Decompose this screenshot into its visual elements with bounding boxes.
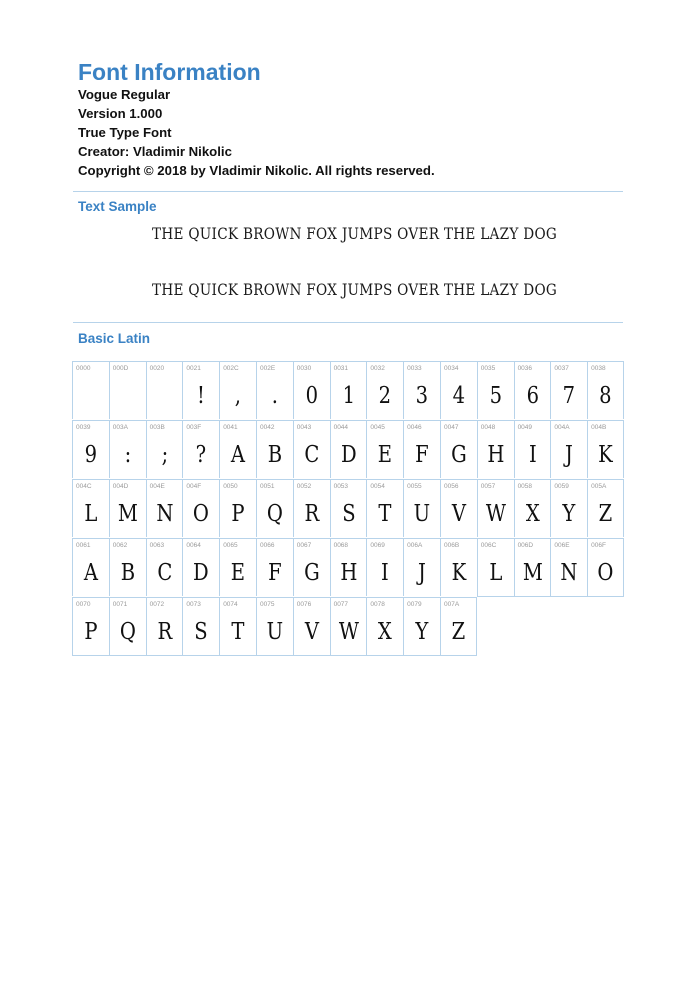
glyph-code: 0035 <box>480 365 496 372</box>
glyph-cell <box>330 479 367 537</box>
glyph-code: 0051 <box>259 483 275 490</box>
glyph-cell <box>182 420 219 478</box>
glyph-sample: B <box>267 442 283 468</box>
glyph-code: 0073 <box>186 601 201 608</box>
glyph-sample: A <box>231 442 246 468</box>
glyph-sample: ? <box>196 442 207 468</box>
glyph-sample: 9 <box>84 442 98 468</box>
glyph-code: 0054 <box>370 483 385 490</box>
glyph-sample: J <box>565 442 574 468</box>
glyph-cell <box>550 420 587 478</box>
font-version: Version 1.000 <box>78 106 163 121</box>
glyph-cell <box>72 538 109 596</box>
glyph-sample: G <box>451 442 467 468</box>
glyph-sample: . <box>271 383 278 409</box>
glyph-code: 0064 <box>186 542 201 549</box>
glyph-cell <box>109 597 146 656</box>
glyph-code: 006D <box>517 542 534 549</box>
glyph-code: 0037 <box>554 365 569 372</box>
glyph-code: 004F <box>186 483 202 490</box>
glyph-row <box>72 597 625 656</box>
glyph-code: 0055 <box>407 483 422 490</box>
glyph-sample: : <box>124 442 131 468</box>
glyph-cell <box>72 479 109 537</box>
glyph-code: 004D <box>112 483 129 490</box>
glyph-code: 0045 <box>370 424 385 431</box>
glyph-code: 0044 <box>333 424 349 431</box>
glyph-code: 0061 <box>76 542 91 549</box>
glyph-code: 0049 <box>517 424 533 431</box>
glyph-row <box>72 361 625 420</box>
basic-latin-heading: Basic Latin <box>78 331 151 346</box>
glyph-sample: U <box>266 619 284 645</box>
glyph-sample: N <box>560 560 578 586</box>
glyph-sample: H <box>339 560 357 586</box>
glyph-sample: W <box>338 619 359 645</box>
glyph-cell <box>587 361 624 419</box>
glyph-sample: , <box>234 383 242 409</box>
glyph-cell <box>293 420 330 478</box>
glyph-cell <box>587 420 624 478</box>
glyph-sample: F <box>415 442 429 468</box>
glyph-sample: 1 <box>342 383 355 409</box>
glyph-code: 002E <box>259 365 276 372</box>
glyph-code: 0048 <box>480 424 496 431</box>
divider <box>73 322 623 323</box>
glyph-code: 0038 <box>591 365 606 372</box>
glyph-code: 0000 <box>76 365 91 372</box>
glyph-cell <box>330 597 367 656</box>
glyph-code: 0056 <box>443 483 459 490</box>
glyph-sample: W <box>485 501 506 527</box>
glyph-row <box>72 538 625 597</box>
glyph-cell <box>256 361 293 419</box>
glyph-grid <box>72 361 625 656</box>
glyph-sample: Z <box>451 619 466 645</box>
glyph-row <box>72 420 625 479</box>
glyph-code: 0033 <box>407 365 422 372</box>
glyph-cell <box>109 361 146 419</box>
glyph-code: 005A <box>591 483 607 490</box>
glyph-cell <box>182 361 219 419</box>
glyph-sample: 5 <box>489 383 502 409</box>
glyph-code: 004E <box>149 483 165 490</box>
glyph-cell <box>146 538 183 596</box>
glyph-code: 006C <box>480 542 497 549</box>
glyph-cell <box>587 479 624 537</box>
glyph-row <box>72 479 625 538</box>
glyph-cell <box>182 597 219 656</box>
glyph-sample: 2 <box>379 383 392 409</box>
glyph-cell <box>72 361 109 419</box>
glyph-cell <box>293 361 330 419</box>
glyph-sample: F <box>268 560 282 586</box>
glyph-code: 003A <box>112 424 128 431</box>
glyph-cell <box>477 538 514 597</box>
glyph-cell <box>330 361 367 419</box>
glyph-code: 0020 <box>149 365 165 372</box>
glyph-sample: I <box>528 442 537 468</box>
glyph-sample: N <box>155 501 174 527</box>
glyph-code: 0046 <box>407 424 422 431</box>
glyph-sample: O <box>597 560 614 586</box>
glyph-code: 006B <box>443 542 460 549</box>
glyph-code: 0053 <box>333 483 349 490</box>
glyph-sample: M <box>117 501 138 527</box>
glyph-sample: X <box>525 501 540 527</box>
glyph-sample: O <box>193 501 210 527</box>
glyph-sample: Z <box>598 501 613 527</box>
glyph-code: 0050 <box>223 483 238 490</box>
glyph-sample: R <box>157 619 172 645</box>
glyph-sample: D <box>340 442 357 468</box>
glyph-cell <box>514 479 551 537</box>
glyph-cell <box>477 361 514 419</box>
glyph-cell <box>219 597 256 656</box>
glyph-sample: L <box>84 501 98 527</box>
glyph-code: 0077 <box>333 601 349 608</box>
text-sample-line: THE QUICK BROWN FOX JUMPS OVER THE LAZY DOG <box>152 281 558 299</box>
glyph-cell <box>514 538 551 597</box>
glyph-sample: 7 <box>563 383 576 409</box>
glyph-code: 006F <box>591 542 606 549</box>
glyph-cell <box>403 420 440 478</box>
glyph-cell <box>256 479 293 537</box>
glyph-sample: I <box>381 560 390 586</box>
glyph-cell <box>440 538 477 596</box>
glyph-sample: 4 <box>452 383 466 409</box>
font-name: Vogue Regular <box>78 87 171 102</box>
glyph-cell <box>550 538 587 597</box>
glyph-sample: V <box>451 501 466 527</box>
glyph-cell <box>514 361 551 419</box>
glyph-code: 0030 <box>296 365 312 372</box>
glyph-code: 002C <box>223 365 239 372</box>
glyph-code: 0065 <box>223 542 238 549</box>
glyph-sample: K <box>451 560 467 586</box>
glyph-code: 0071 <box>112 601 128 608</box>
glyph-sample: J <box>418 560 426 586</box>
glyph-sample: 3 <box>415 383 429 409</box>
glyph-cell <box>330 538 367 596</box>
glyph-code: 0057 <box>480 483 496 490</box>
glyph-cell <box>440 479 477 537</box>
glyph-sample: 6 <box>526 383 539 409</box>
glyph-code: 0021 <box>186 365 201 372</box>
glyph-code: 0067 <box>296 542 312 549</box>
glyph-cell <box>440 597 477 656</box>
glyph-cell <box>293 597 330 656</box>
glyph-cell <box>293 538 330 596</box>
glyph-code: 0031 <box>333 365 349 372</box>
glyph-sample: ! <box>197 383 206 409</box>
glyph-cell <box>256 420 293 478</box>
glyph-sample: K <box>598 442 613 468</box>
glyph-code: 0034 <box>443 365 459 372</box>
font-type: True Type Font <box>78 125 172 140</box>
glyph-sample: P <box>84 619 98 645</box>
glyph-sample: Q <box>266 501 283 527</box>
glyph-sample: E <box>230 560 246 586</box>
glyph-cell <box>72 420 109 478</box>
font-copyright: Copyright © 2018 by Vladimir Nikolic. All rights reserved. <box>78 163 435 178</box>
glyph-sample: Q <box>119 619 136 645</box>
glyph-code: 0076 <box>296 601 312 608</box>
glyph-cell <box>440 361 477 419</box>
glyph-sample: R <box>304 501 320 527</box>
page-title: Font Information <box>78 59 261 85</box>
glyph-cell <box>72 597 109 656</box>
glyph-sample: M <box>522 560 543 586</box>
glyph-sample: B <box>120 560 135 586</box>
glyph-sample: T <box>378 501 392 527</box>
glyph-cell <box>550 361 587 419</box>
glyph-cell <box>477 420 514 478</box>
glyph-sample: P <box>231 501 245 527</box>
glyph-cell <box>219 479 256 537</box>
glyph-sample: G <box>303 560 320 586</box>
glyph-cell <box>477 479 514 537</box>
glyph-cell <box>403 361 440 419</box>
glyph-code: 0072 <box>149 601 165 608</box>
glyph-code: 0059 <box>554 483 569 490</box>
glyph-code: 0066 <box>259 542 275 549</box>
glyph-code: 0052 <box>296 483 312 490</box>
glyph-cell <box>587 538 624 597</box>
glyph-cell <box>366 597 403 656</box>
glyph-sample: T <box>231 619 245 645</box>
glyph-cell <box>403 479 440 537</box>
text-sample-line: THE QUICK BROWN FOX JUMPS OVER THE LAZY DOG <box>152 225 558 243</box>
glyph-cell <box>403 538 440 596</box>
glyph-cell <box>219 420 256 478</box>
glyph-code: 0075 <box>259 601 275 608</box>
glyph-sample: S <box>341 501 356 527</box>
font-creator: Creator: Vladimir Nikolic <box>78 144 232 159</box>
glyph-cell <box>219 538 256 596</box>
glyph-code: 0039 <box>76 424 91 431</box>
glyph-sample: D <box>193 560 210 586</box>
glyph-code: 007A <box>443 601 460 608</box>
glyph-code: 0070 <box>76 601 91 608</box>
glyph-code: 0042 <box>259 424 275 431</box>
glyph-cell <box>146 361 183 419</box>
glyph-code: 004B <box>591 424 607 431</box>
glyph-sample: H <box>487 442 505 468</box>
glyph-code: 0062 <box>112 542 128 549</box>
glyph-code: 0041 <box>223 424 238 431</box>
glyph-cell <box>366 420 403 478</box>
glyph-sample: U <box>413 501 431 527</box>
glyph-sample: C <box>304 442 320 468</box>
glyph-cell <box>109 479 146 537</box>
glyph-sample: L <box>489 560 503 586</box>
glyph-code: 003F <box>186 424 202 431</box>
glyph-cell <box>146 420 183 478</box>
glyph-code: 0036 <box>517 365 533 372</box>
glyph-cell <box>366 538 403 596</box>
glyph-code: 0079 <box>407 601 422 608</box>
glyph-code: 0043 <box>296 424 312 431</box>
glyph-cell <box>330 420 367 478</box>
glyph-code: 004A <box>554 424 570 431</box>
glyph-sample: Y <box>562 501 576 527</box>
divider <box>73 191 623 192</box>
glyph-code: 0068 <box>333 542 349 549</box>
glyph-cell <box>256 597 293 656</box>
glyph-cell <box>109 538 146 596</box>
glyph-code: 006E <box>554 542 570 549</box>
glyph-sample: A <box>83 560 98 586</box>
font-metadata <box>78 85 435 180</box>
glyph-sample: ; <box>161 442 168 468</box>
glyph-cell <box>109 420 146 478</box>
glyph-cell <box>403 597 440 656</box>
glyph-cell <box>182 479 219 537</box>
glyph-code: 004C <box>76 483 92 490</box>
glyph-cell <box>256 538 293 596</box>
glyph-code: 0058 <box>517 483 533 490</box>
glyph-sample: X <box>378 619 393 645</box>
glyph-code: 0063 <box>149 542 165 549</box>
glyph-sample: 8 <box>599 383 612 409</box>
glyph-cell <box>182 538 219 596</box>
glyph-code: 0032 <box>370 365 385 372</box>
glyph-cell <box>146 479 183 537</box>
glyph-code: 0047 <box>443 424 459 431</box>
glyph-code: 0069 <box>370 542 385 549</box>
glyph-sample: E <box>378 442 393 468</box>
glyph-code: 006A <box>407 542 423 549</box>
glyph-sample: C <box>157 560 172 586</box>
glyph-cell <box>440 420 477 478</box>
glyph-cell <box>366 361 403 419</box>
glyph-sample: 0 <box>305 383 318 409</box>
glyph-code: 0078 <box>370 601 385 608</box>
glyph-cell <box>293 479 330 537</box>
glyph-cell <box>146 597 183 656</box>
glyph-cell <box>366 479 403 537</box>
glyph-cell <box>514 420 551 478</box>
glyph-code: 003B <box>149 424 165 431</box>
glyph-cell <box>550 479 587 537</box>
glyph-sample: V <box>304 619 319 645</box>
glyph-cell <box>219 361 256 419</box>
text-sample-heading: Text Sample <box>78 199 157 214</box>
glyph-sample: Y <box>415 619 429 645</box>
glyph-code: 0074 <box>223 601 238 608</box>
glyph-sample: S <box>194 619 208 645</box>
glyph-code: 000D <box>112 365 129 372</box>
